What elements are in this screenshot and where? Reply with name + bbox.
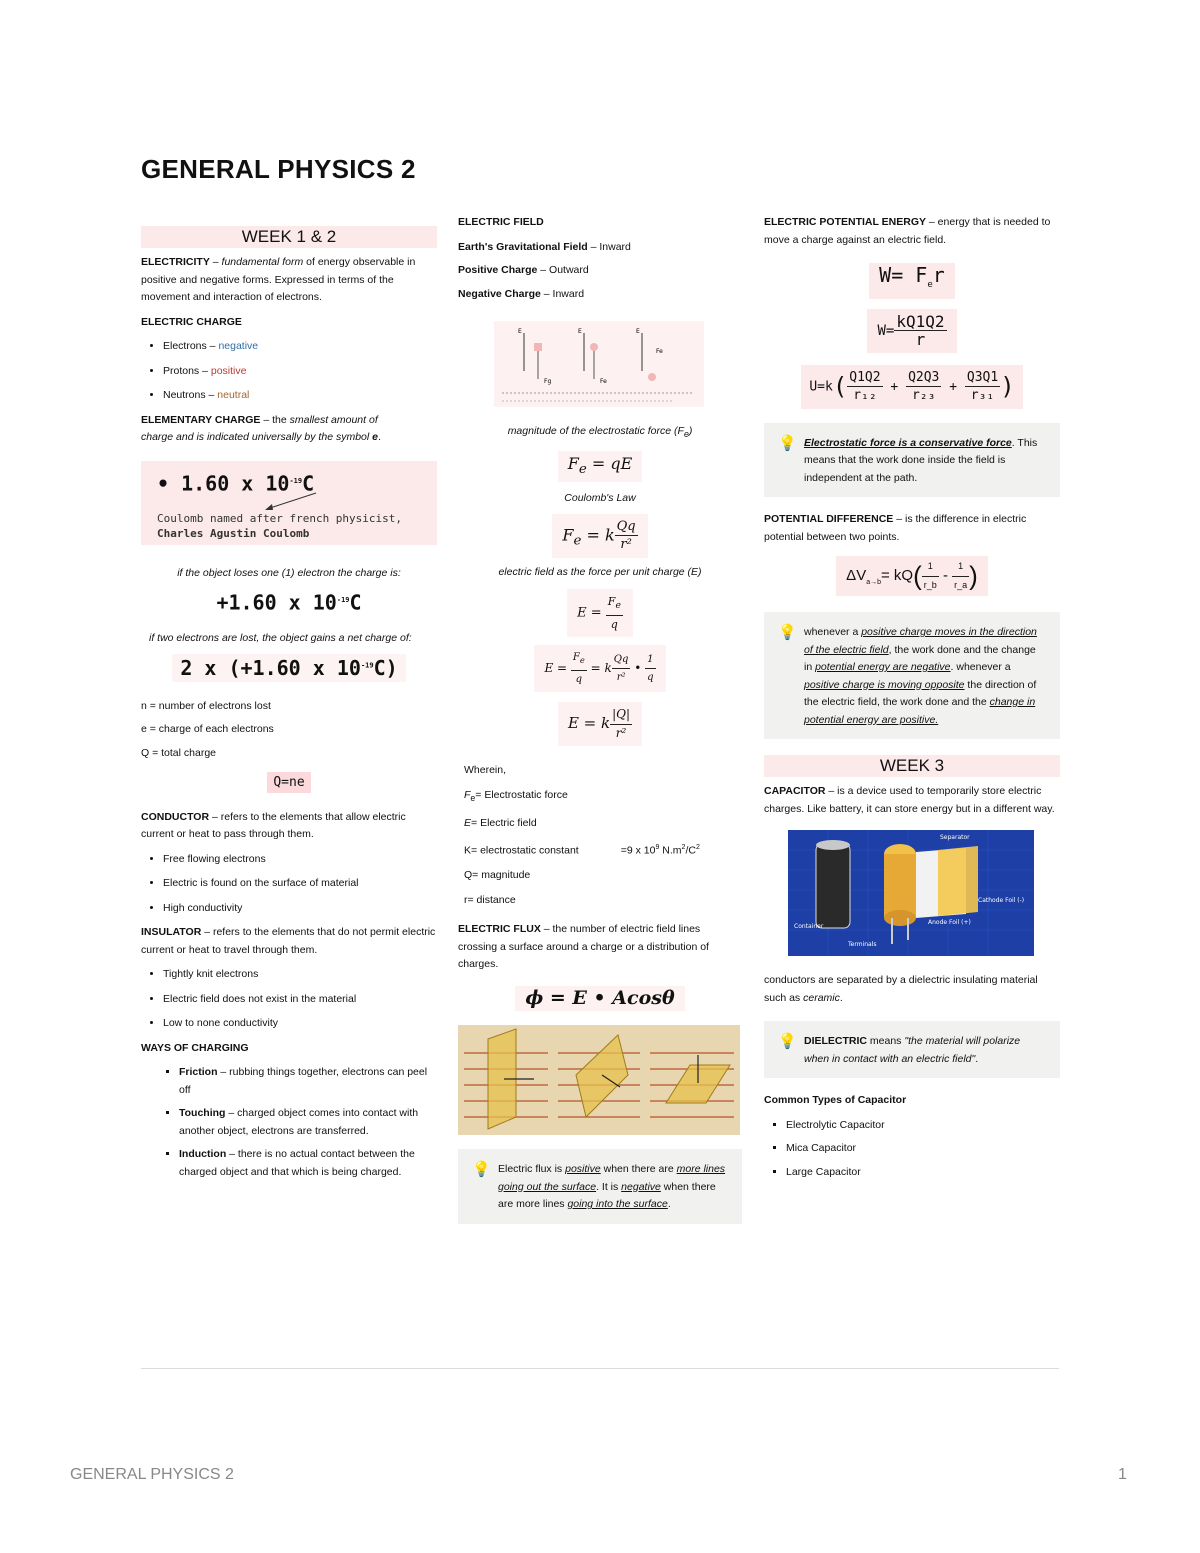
var-desc: = electrostatic constant [471,844,579,857]
numerator: Q2Q3 [906,369,941,388]
caption-end: ) [688,425,693,437]
magnitude-caption [458,423,742,444]
field-item [458,286,742,304]
eq-part: E = [544,661,571,676]
list-item: • Electric field does not exist in the material [163,991,437,1009]
field-term: Negative Charge [458,287,541,300]
eq-sub: a→b [866,578,881,586]
k-value: =9 x 10 [620,844,656,857]
document-title: GENERAL PHYSICS 2 [141,154,416,184]
var-desc: = Electric field [471,816,537,829]
var-desc: = distance [467,893,516,906]
paren-open: ( [913,560,922,591]
ways-heading: WAYS OF CHARGING [141,1041,249,1054]
plus-charge [141,590,437,615]
capacitor-label: Container [794,923,824,930]
eq-part: = kQ [881,566,914,584]
note-text: . It is [596,1180,622,1193]
list-item [163,363,437,381]
eq-sub: e [927,280,933,290]
charge-exponent: -19 [336,596,350,604]
numerator: Qq [612,651,631,670]
note-emphasis: negative [621,1180,661,1193]
page-number: 1 [1118,1466,1127,1483]
capacitor-label: Separator [940,834,970,841]
eq-part: U=k [809,379,833,394]
plus-sign: + [949,379,958,394]
note-emphasis: "the material will polarize when in contact with an electric field" [804,1035,1021,1065]
field-value: – Outward [537,264,589,276]
capacitor-types-list [764,1117,1060,1182]
epe-definition [764,214,1060,249]
capacitor-types-heading: Common Types of Capacitor [764,1094,907,1106]
eq-part: F [607,595,616,609]
k-unit: N.m [659,844,682,857]
note-term: DIELECTRIC [804,1035,867,1047]
var-desc: = Electrostatic force [475,788,568,801]
insulator-rest: – refers to the elements that do not permit electric current or heat to travel through them. [141,926,436,956]
charge-value: positive [210,364,247,377]
coulomb-box [141,461,437,545]
fraction [615,518,638,554]
note-emphasis: Electrostatic force is a conservative force [804,436,1012,449]
elementary-italic: smallest amount of [289,413,378,426]
numerator: Q1Q2 [847,369,882,388]
way-term: Friction [179,1066,218,1079]
epe-rest: – energy that is needed to move a charge against an electric field. [764,216,1051,246]
var-sub: e [470,793,476,804]
field-term: Positive Charge [458,264,538,276]
list-item: ▪ Mica Capacitor [786,1140,1060,1158]
fraction [645,651,655,687]
eq-sub: e [578,461,587,477]
flux-rest: – the number of electric field lines crossing a surface around a charge or a distribution of charges. [458,923,709,971]
k-exponent: 9 [655,844,660,852]
var-item [464,839,742,860]
way-desc: – charged object comes into contact with another object, electrons are transferred. [179,1107,419,1137]
field-lines-diagram [494,321,704,407]
denominator: q [575,673,583,685]
note-emphasis: positive charge moves in the direction of the electric field [804,626,1037,656]
eq-w-kq [867,309,956,353]
var-symbol: E [464,816,472,829]
denominator: q [610,617,618,631]
diagram-label: Fg [544,378,552,385]
electricity-definition [141,254,437,307]
note-text: . [667,1198,671,1211]
flux-image [458,1025,740,1135]
diagram-label: Fe [656,348,663,355]
numerator: Q3Q1 [965,369,1000,388]
denominator: q [647,672,654,684]
note-emphasis: potential energy are negative [815,661,951,673]
loses-one-caption: if the object loses one (1) electron the charge is: [177,566,401,579]
coulomb-unit: C [302,471,315,496]
note-text: . This means that the work done inside the field is independent at the path. [804,436,1038,484]
wherein-block [458,762,742,909]
elementary-symbol: e [372,431,378,443]
k-unit-exp: 2 [681,844,686,852]
fraction [612,651,631,687]
week-1-2-heading: WEEK 1 & 2 [141,226,437,248]
var-item [464,815,742,833]
numerator: 1 [952,558,969,577]
way-term: Induction [179,1148,227,1161]
eq-part: W= [877,322,895,339]
note-text: . whenever a [950,661,1011,673]
conservative-note-callout [764,423,1060,498]
charge-list [141,338,437,405]
eq-part: F [915,263,928,287]
field-item [458,239,742,257]
wherein-label: Wherein, [464,764,507,777]
note-text: whenever a [804,626,862,638]
paren-open: ( [832,371,848,400]
caption-text: magnitude of the electrostatic force (F [507,425,684,437]
diagram-label: E [578,328,582,335]
fraction [894,313,946,349]
var-item [464,787,742,808]
conductor-term: CONDUCTOR [141,810,210,823]
list-item: • Free flowing electrons [163,851,437,869]
def-e: e = charge of each electrons [141,723,274,736]
two-lost-caption: if two electrons are lost, the object gains a net charge of: [149,632,412,645]
conductor-list [141,851,437,918]
k-unit-end-exp: 2 [695,844,700,852]
numerator: 1 [645,651,655,670]
list-item [179,1064,437,1099]
note-text: means [867,1035,905,1047]
eq-fe-qe [558,451,643,483]
direction-note-callout [764,612,1060,739]
eq-sub: e [579,655,585,666]
charge-label: Protons – [163,364,211,377]
eq-sub: e [615,600,621,612]
fraction [922,558,939,594]
eq-e-kq [558,702,642,746]
numerator: kQ1Q2 [896,311,945,331]
diagram-label: E [518,328,522,335]
list-item [179,1146,437,1181]
two-charge-wrapper [141,658,437,682]
note-text: Electric flux is [498,1163,566,1176]
eq-part: E = [577,605,606,621]
list-item: ▪ Electrolytic Capacitor [786,1117,1060,1135]
ways-list [141,1064,437,1181]
electricity-rest: of energy observable in positive and negative forms. Expressed in terms of the movement and interaction of electrons. [141,256,416,303]
field-value: – Inward [540,287,585,300]
note-text: when there are more lines [498,1180,716,1211]
var-symbol: r [464,893,468,906]
note-text: . [975,1052,979,1065]
denominator: r_b [923,579,937,590]
numerator: 1 [922,558,939,577]
denominator: r₂₃ [911,388,936,403]
capacitor-image [788,830,1034,956]
eq-u [801,365,1022,409]
fraction [610,706,632,742]
column-3 [764,214,1060,1187]
fraction [571,649,587,688]
charge-unit: C) [373,656,398,681]
q-formula: Q=ne [267,772,310,793]
denominator: r² [620,537,632,553]
arrow-icon [261,491,321,513]
way-desc: – rubbing things together, electrons can peel off [179,1066,428,1096]
dash: – [209,256,222,268]
note-emphasis: more lines going out the surface [498,1163,726,1193]
var-item [464,867,742,885]
k-unit-end: /C [685,844,696,857]
numerator: Qq [615,518,638,537]
coulombs-law-caption: Coulomb's Law [564,492,636,505]
fraction [606,593,623,633]
elementary-term: ELEMENTARY CHARGE [141,413,261,426]
numerator [606,593,623,616]
eq-part: = k [586,661,612,676]
list-item [163,387,437,405]
sep-italic: ceramic [803,991,840,1004]
eq-delta-v [836,556,988,596]
insulator-list [141,966,437,1033]
caption-sub: e [683,429,689,440]
conductor-definition [141,809,437,844]
capacitor-label: Anode Foil (+) [928,919,971,926]
conductors-separated-text [764,972,1060,1007]
fraction [847,369,882,405]
period: . [839,991,843,1004]
eq-e-fq [567,589,633,637]
denominator: r² [616,672,626,684]
electric-charge-heading: ELECTRIC CHARGE [141,315,242,328]
coulomb-note-2: Charles Agustin Coulomb [157,527,310,541]
eq-sub: e [573,533,582,549]
denominator: r [915,330,926,349]
electricity-italic: fundamental form [221,256,304,268]
eq-part: F [572,652,580,664]
pd-definition [764,511,1060,546]
charge-number: +1.60 x 10 [216,590,337,615]
coulomb-exponent: -19 [289,476,303,485]
fraction [965,369,1000,405]
charge-label: Neutrons – [163,389,218,401]
eq-e-expanded [534,645,665,692]
note-text: the direction of the electric field, the work done and the [804,678,1037,708]
flux-planes-diagram [458,1025,740,1135]
way-term: Touching [179,1107,226,1120]
diagram-label: Fe [600,378,607,385]
list-item [179,1105,437,1140]
paren-close: ) [969,560,978,591]
list-item: • Tightly knit electrons [163,966,437,984]
fraction [906,369,941,405]
insulator-term: INSULATOR [141,926,202,939]
electric-field-heading: ELECTRIC FIELD [458,216,544,228]
lightbulb-icon: 💡 [778,624,797,641]
eq-coulomb [552,514,647,558]
eq-part: r [932,263,945,287]
capacitor-label: Cathode Foil (-) [978,897,1025,904]
epe-term: ELECTRIC POTENTIAL ENERGY [764,216,926,228]
note-emphasis: positive [565,1163,601,1176]
charge-value: negative [218,340,259,352]
elementary-charge-definition [141,412,437,447]
list-item: ▪ Large Capacitor [786,1164,1060,1182]
field-caption: electric field as the force per unit charge (E) [498,565,702,578]
var-symbol: Q [464,869,473,882]
insulator-definition [141,924,437,959]
electric-flux-definition [458,921,742,974]
flux-equation: ϕ = E • Acosθ [515,986,684,1012]
denominator: r² [615,725,627,740]
column-1 [141,214,437,1187]
def-n: n = number of electrons lost [141,699,271,712]
dash: – the [260,413,290,426]
eq-part: = k [581,525,615,545]
charge-label: Electrons – [163,340,219,352]
lightbulb-icon: 💡 [778,1033,797,1050]
eq-part: F [562,525,574,545]
capacitor-term: CAPACITOR [764,785,826,797]
sep-text: conductors are separated by a dielectric insulating material such as [764,974,1038,1004]
period: . [377,431,381,443]
footer-divider [141,1368,1059,1369]
minus-sign: - [938,566,953,584]
diagram-label: E [636,328,640,335]
coulomb-number: • 1.60 x 10 [157,471,290,496]
list-item: • Electric is found on the surface of material [163,875,437,893]
plus-sign: + [890,379,899,394]
eq-part: F [567,453,579,473]
capacitor-label: Terminals [848,941,877,948]
numerator: |Q| [610,706,632,725]
capacitor-diagram [788,830,1034,956]
note-text: , the work done and the change in [804,643,1036,673]
coulomb-note-1: Coulomb named after french physicist, [157,512,403,526]
week-3-heading: WEEK 3 [764,755,1060,777]
denominator: r_a [954,579,968,590]
var-item [464,892,742,910]
denominator: r₁₂ [853,388,877,403]
footer-title: GENERAL PHYSICS 2 [70,1466,234,1483]
var-desc: = magnitude [472,869,531,882]
two-charge [172,654,405,682]
denominator: r₃₁ [970,388,995,403]
numerator [571,649,587,671]
way-desc: – there is no actual contact between the charged object and that which is being charged. [179,1148,415,1178]
pd-rest: – is the difference in electric potential between two points. [764,513,1027,543]
eq-part: W= [879,263,916,287]
paren-close: ) [1000,371,1015,400]
electricity-term: ELECTRICITY [141,256,210,268]
list-item: • High conductivity [163,900,437,918]
eq-w-fer [869,263,955,299]
var-symbol: K [464,844,472,857]
eq-part: • [630,661,646,676]
field-term: Earth's Gravitational Field [458,240,588,253]
field-diagram [494,321,704,407]
flux-note-callout [458,1149,742,1224]
charge-exponent: -19 [360,661,374,670]
field-item [458,262,742,280]
dielectric-note-callout [764,1021,1060,1078]
eq-part: = qE [586,453,633,473]
field-value: – Inward [587,240,631,253]
column-2 [458,214,742,1224]
eq-part: E = k [567,714,611,733]
charge-value: neutral [217,389,250,401]
note-emphasis: change in potential energy are positive. [804,696,1036,726]
flux-term: ELECTRIC FLUX [458,923,541,936]
charge-unit: C [349,590,362,615]
var-symbol: F [464,788,471,801]
note-emphasis: positive charge is moving opposite [804,678,965,691]
conductor-rest: – refers to the elements that allow electric current or heat to pass through them. [141,810,406,841]
elementary-rest: charge and is indicated universally by the symbol [141,431,373,443]
capacitor-rest: – is a device used to temporarily store electric charges. Like battery, it can store energy but in a different way. [764,785,1055,815]
list-item: • Low to none conductivity [163,1015,437,1033]
capacitor-definition [764,783,1060,818]
def-q: Q = total charge [141,746,217,759]
fraction [952,558,969,594]
eq-part: ΔV [846,566,867,584]
note-emphasis: going into the surface [567,1198,668,1211]
lightbulb-icon: 💡 [778,434,797,452]
pd-term: POTENTIAL DIFFERENCE [764,513,894,525]
note-text: when there are [600,1163,677,1176]
lightbulb-icon: 💡 [472,1161,491,1179]
list-item [163,338,437,356]
charge-number: 2 x (+1.60 x 10 [180,656,361,681]
